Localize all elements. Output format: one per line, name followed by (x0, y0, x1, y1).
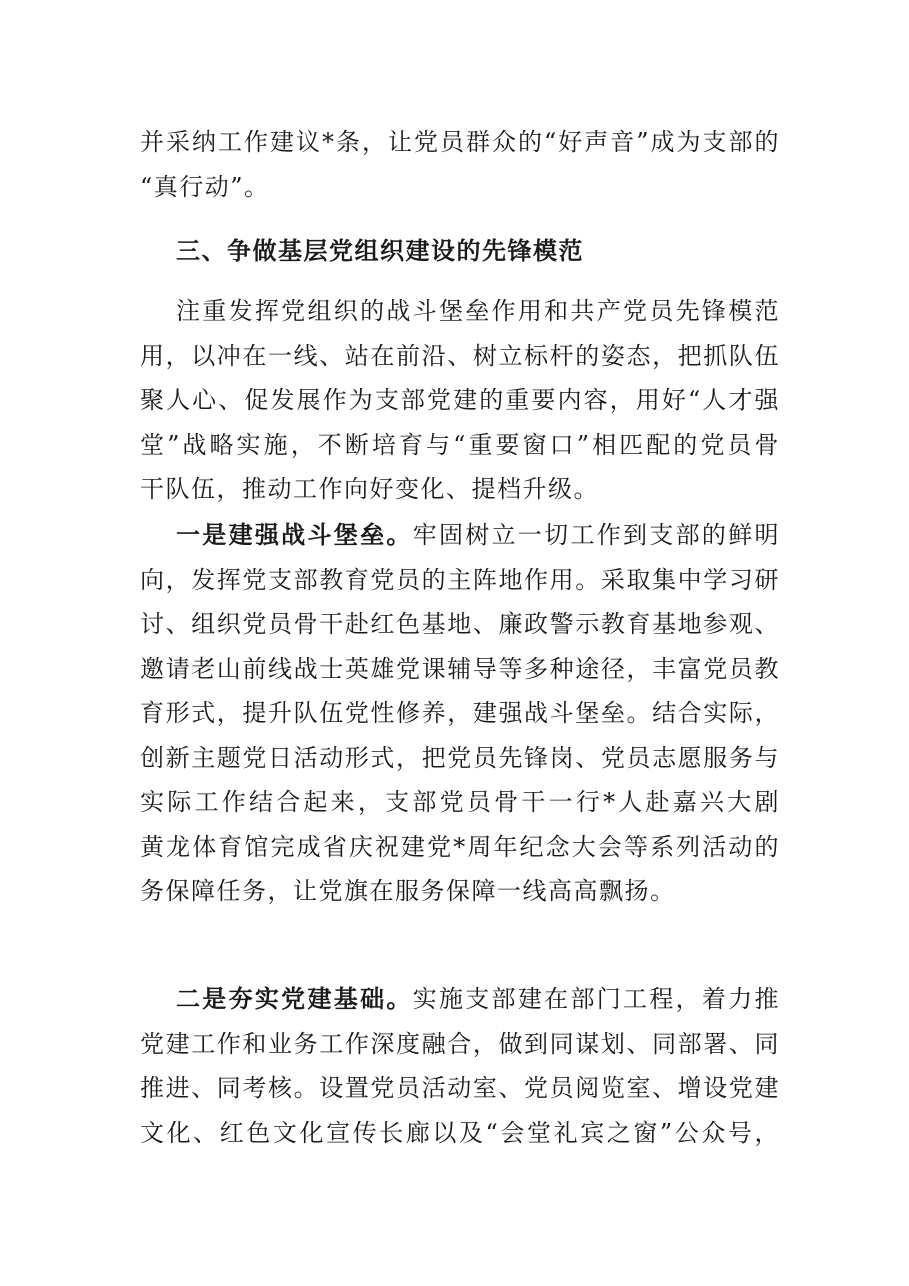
text-line (140, 977, 780, 1022)
paragraph-lead: 二是夯实党建基础。 (176, 985, 413, 1013)
text-line: 黄龙体育馆完成省庆祝建党*周年纪念大会等系列活动的 (140, 832, 780, 861)
text-line: 务保障任务，让党旗在服务保障一线高高飘扬。 (140, 877, 676, 905)
text-line: 堂”战略实施，不断培育与“重要窗口”相匹配的党员骨 (140, 430, 780, 459)
text-line: “真行动”。 (140, 172, 270, 201)
text-run: 实施支部建在部门工程，着力推 (412, 985, 780, 1013)
text-line: 党建工作和业务工作深度融合，做到同谋划、同部署、同 (140, 1029, 780, 1058)
section-heading (140, 229, 780, 274)
text-line: 文化、红色文化宣传长廊以及“会堂礼宾之窗”公众号， (140, 1118, 780, 1147)
text-line: 推进、同考核。设置党员活动室、党员阅览室、增设党建 (140, 1074, 780, 1102)
text-line: 干队伍，推动工作向好变化、提档升级。 (140, 475, 599, 503)
text-line: 注重发挥党组织的战斗堡垒作用和共产党员先锋模范 (176, 297, 780, 325)
text-line: 育形式，提升队伍党性修养，建强战斗堡垒。结合实际， (140, 699, 780, 727)
paragraph-lead: 一是建强战斗堡垒。 (176, 521, 413, 549)
text-line (140, 513, 780, 558)
text-line: 邀请老山前线战士英雄党课辅导等多种途径，丰富党员教 (140, 654, 780, 683)
paragraph-3 (140, 977, 780, 1155)
paragraph-1 (140, 289, 780, 512)
text-line: 聚人心、促发展作为支部党建的重要内容，用好“人才强 (140, 386, 780, 414)
section-heading-text: 三、争做基层党组织建设的先锋模范 (176, 237, 584, 265)
text-line: 向，发挥党支部教育党员的主阵地作用。采取集中学习研 (140, 565, 780, 594)
paragraph-2 (140, 513, 780, 914)
text-line: 创新主题党日活动形式，把党员先锋岗、党员志愿服务与 (140, 743, 780, 772)
text-line: 并采纳工作建议*条，让党员群众的“好声音”成为支部的 (140, 128, 780, 156)
paragraph-continuation (140, 120, 780, 209)
text-line: 讨、组织党员骨干赴红色基地、廉政警示教育基地参观、 (140, 610, 780, 638)
text-run: 牢固树立一切工作到支部的鲜明 (412, 521, 780, 549)
text-line: 用，以冲在一线、站在前沿、树立标杆的姿态，把抓队伍 (140, 341, 780, 370)
text-line: 实际工作结合起来，支部党员骨干一行*人赴嘉兴大剧 (140, 788, 780, 816)
